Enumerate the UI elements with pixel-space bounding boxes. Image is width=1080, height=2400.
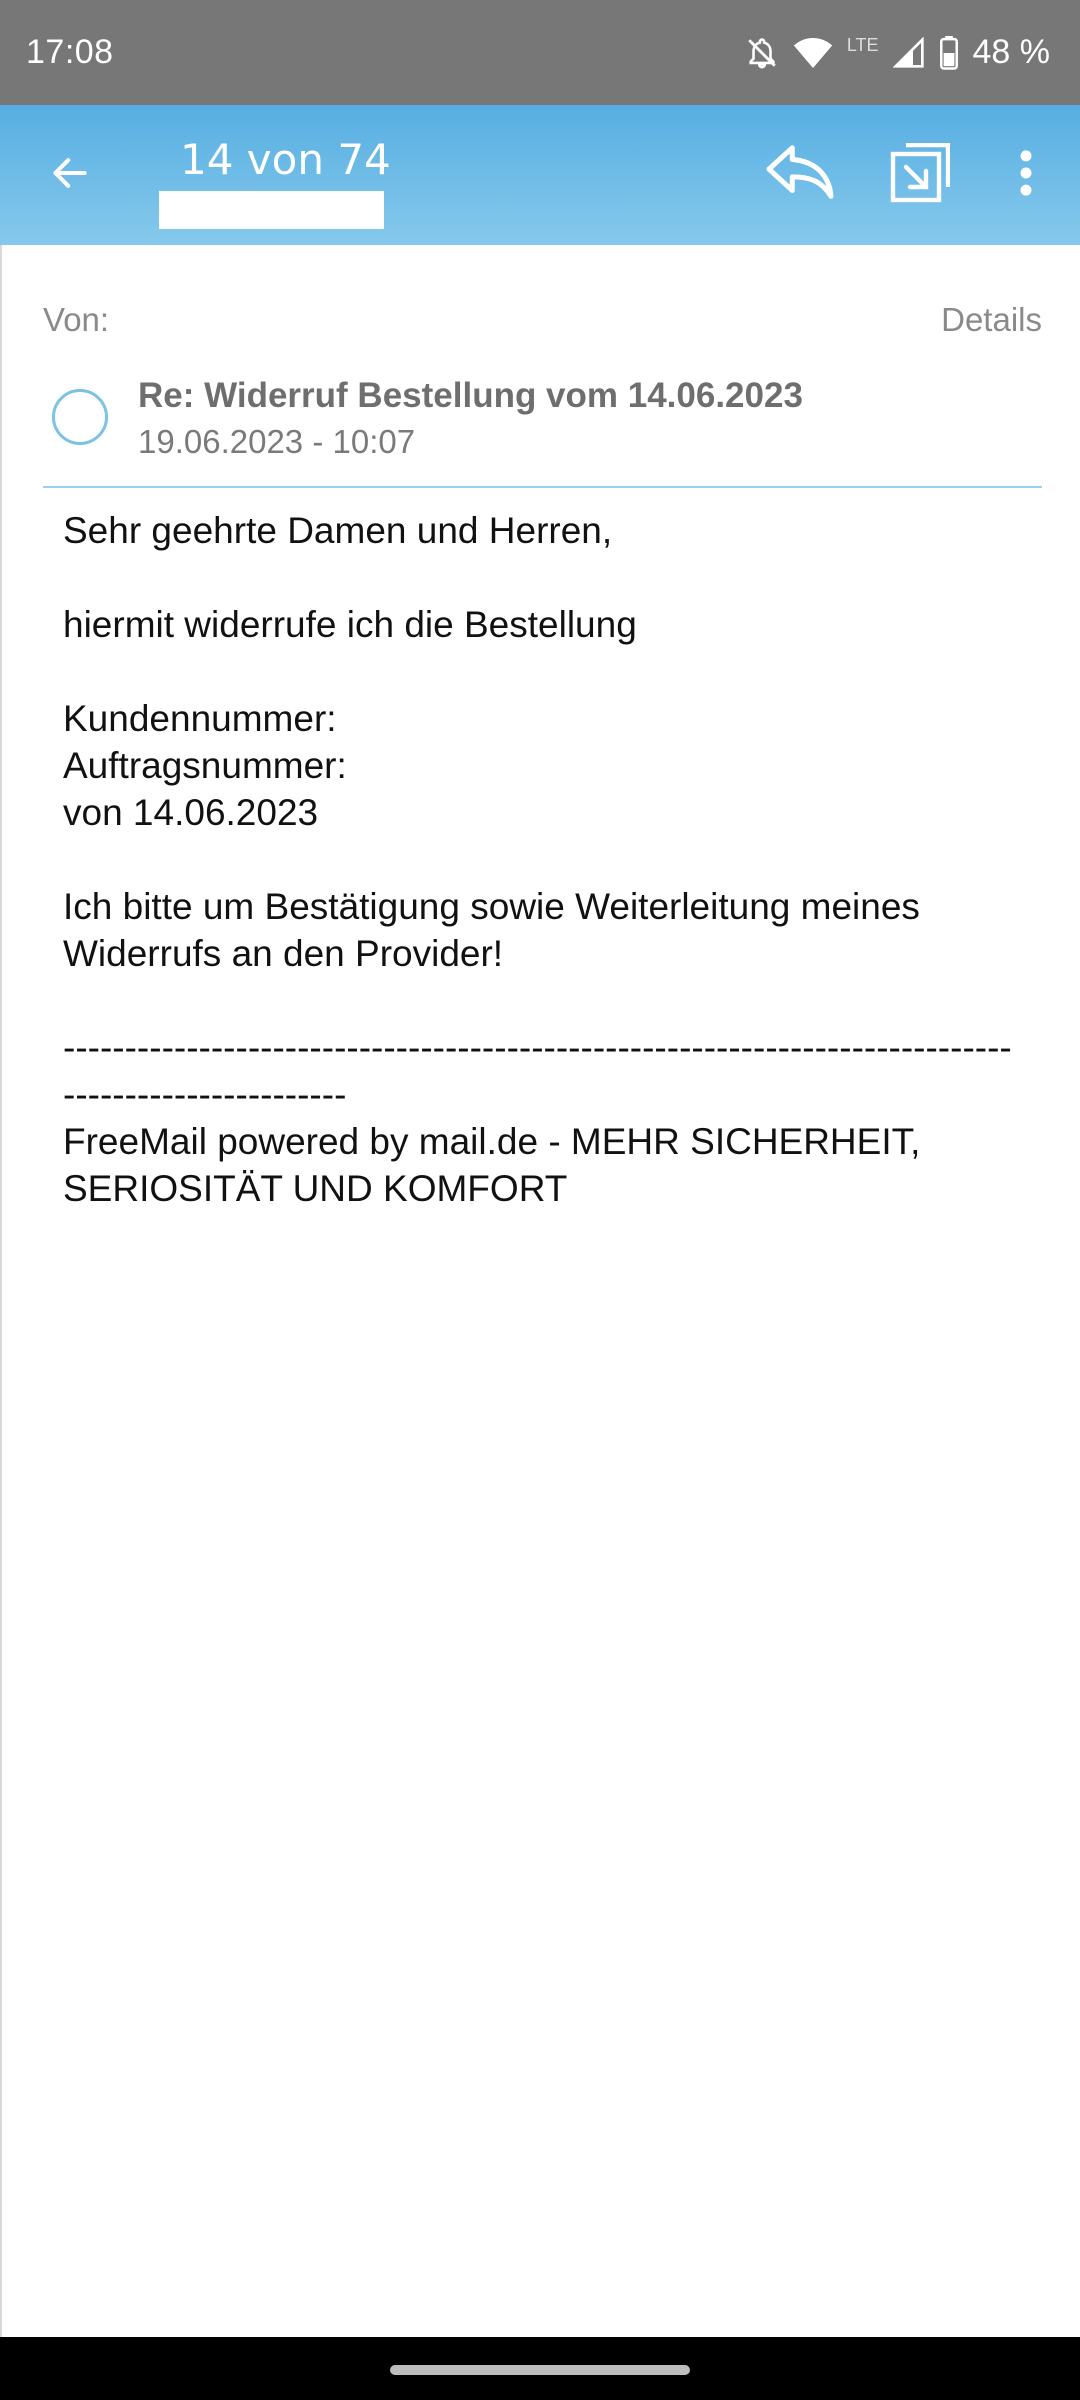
reply-icon	[765, 142, 835, 209]
body-line: von 14.06.2023	[63, 792, 319, 833]
lte-label: LTE	[846, 35, 879, 55]
body-line: Sehr geehrte Damen und Herren,	[63, 510, 613, 551]
body-line: hiermit widerrufe ich die Bestellung	[63, 604, 637, 645]
home-gesture-handle[interactable]	[390, 2365, 690, 2375]
reply-button[interactable]	[760, 137, 840, 213]
more-button[interactable]	[1008, 141, 1044, 209]
from-label: Von:	[43, 301, 110, 338]
from-row	[43, 301, 1042, 339]
body-line	[63, 836, 1023, 883]
divider	[43, 486, 1042, 488]
wifi-icon	[793, 36, 833, 70]
signature-separator: ----------------------------------------------------------------------------------------------------	[63, 1027, 1012, 1115]
status-bar	[0, 0, 1080, 105]
subject-title: Re: Widerruf Bestellung vom 14.06.2023	[138, 376, 803, 415]
message-counter: 14 von 74	[180, 135, 391, 184]
redacted-folder-name	[159, 191, 384, 229]
select-checkbox[interactable]	[52, 389, 108, 445]
notifications-off-icon	[745, 36, 779, 70]
move-to-folder-icon	[890, 143, 950, 208]
battery-icon	[939, 36, 959, 70]
body-line: Ich bitte um Bestätigung sowie Weiterleitung meines Widerrufs an den Provider!	[63, 886, 931, 974]
app-bar	[0, 105, 1080, 245]
navigation-bar	[0, 2337, 1080, 2400]
battery-percentage: 48 %	[972, 33, 1050, 71]
arrow-left-icon	[48, 151, 92, 200]
move-button[interactable]	[884, 139, 956, 211]
body-line	[63, 648, 1023, 695]
details-link[interactable]: Details	[941, 301, 1042, 338]
message-date: 19.06.2023 - 10:07	[138, 423, 416, 460]
subject-block	[138, 375, 803, 463]
message-view	[0, 245, 1080, 2337]
back-button[interactable]	[40, 145, 100, 205]
body-line: Kundennummer:	[63, 698, 337, 739]
body-line	[63, 554, 1023, 601]
body-line	[63, 977, 1023, 1024]
message-body	[63, 507, 1023, 1212]
status-icons	[745, 33, 1050, 72]
signal-icon	[893, 37, 925, 69]
body-line: Auftragsnummer:	[63, 745, 347, 786]
signature-line: FreeMail powered by mail.de - MEHR SICHERHEIT, SERIOSITÄT UND KOMFORT	[63, 1121, 931, 1209]
status-time: 17:08	[26, 33, 114, 71]
more-vert-icon	[1019, 149, 1033, 202]
subject-row	[52, 375, 1042, 463]
